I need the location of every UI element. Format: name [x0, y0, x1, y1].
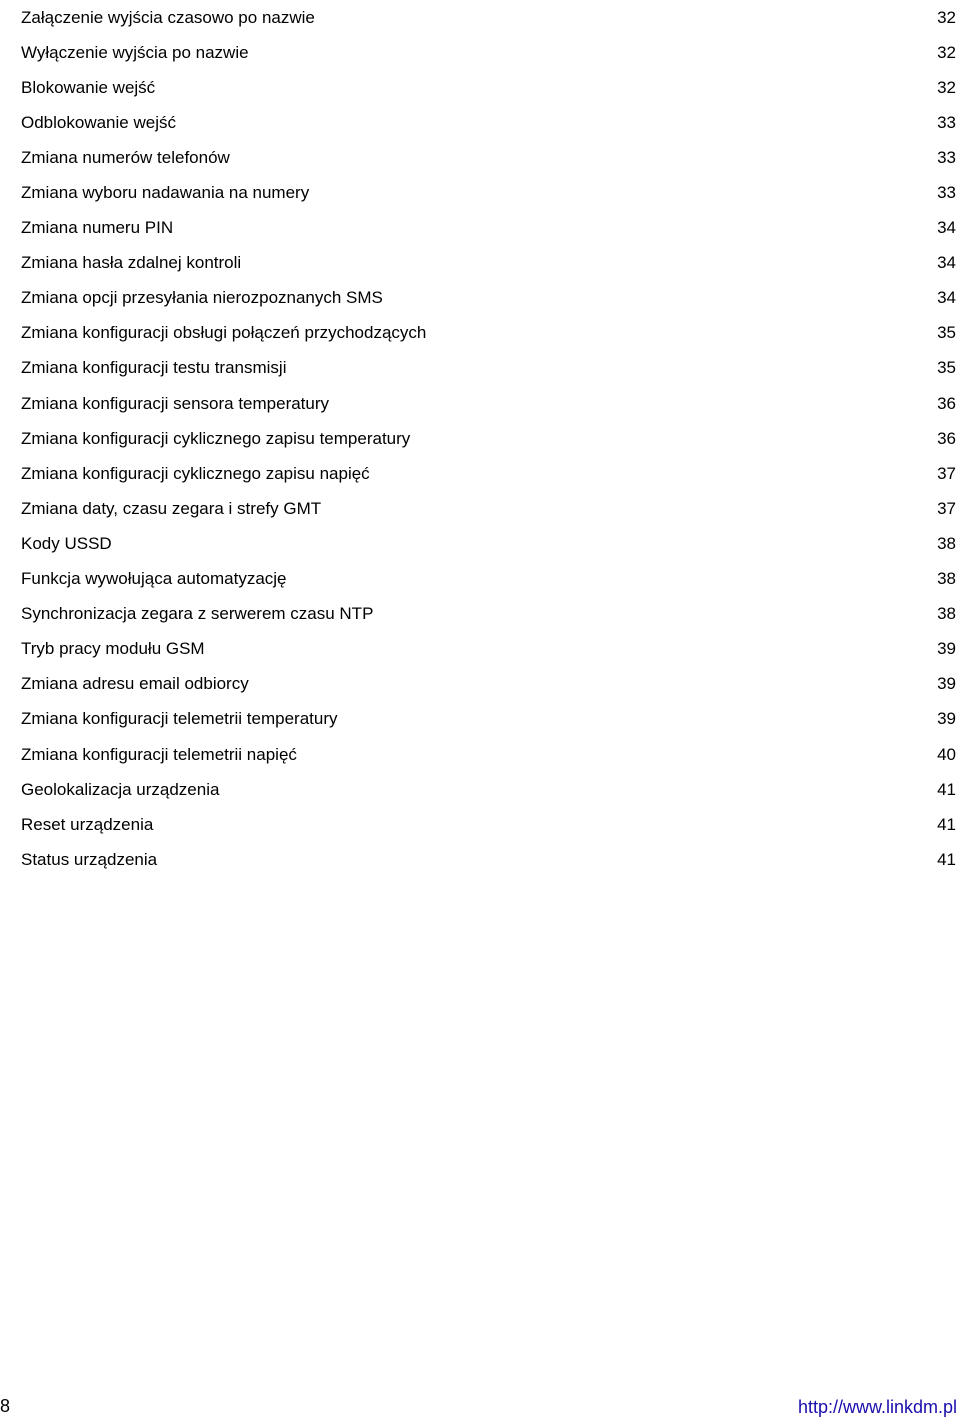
table-of-contents: [21, 0, 956, 877]
toc-entry-title: Zmiana adresu email odbiorcy: [21, 674, 249, 694]
toc-entry-page: 36: [937, 428, 956, 448]
toc-entry-title: Zmiana numerów telefonów: [21, 147, 230, 167]
toc-entry-title: Zmiana numeru PIN: [21, 218, 174, 238]
toc-entry-page: 34: [937, 253, 956, 273]
toc-entry[interactable]: [21, 35, 956, 70]
toc-entry-page: 39: [937, 674, 956, 694]
toc-entry-page: 41: [937, 814, 956, 834]
toc-entry-title: Zmiana konfiguracji cyklicznego zapisu temperatury: [21, 428, 411, 448]
toc-entry-title: Zmiana konfiguracji sensora temperatury: [21, 393, 330, 413]
toc-entry-title: Geolokalizacja urządzenia: [21, 779, 220, 799]
toc-entry[interactable]: [21, 667, 956, 702]
toc-entry[interactable]: [21, 421, 956, 456]
footer-website-link[interactable]: http://www.linkdm.pl: [797, 1397, 957, 1417]
toc-entry-title: Wyłączenie wyjścia po nazwie: [21, 42, 249, 62]
toc-entry[interactable]: [21, 351, 956, 386]
toc-entry-title: Odblokowanie wejść: [21, 112, 176, 132]
toc-entry-page: 36: [937, 393, 956, 413]
toc-entry[interactable]: [21, 0, 956, 35]
toc-entry[interactable]: [21, 491, 956, 526]
toc-entry-title: Zmiana opcji przesyłania nierozpoznanych SMS: [21, 288, 383, 308]
toc-entry-title: Zmiana wyboru nadawania na numery: [21, 183, 310, 203]
toc-entry-title: Reset urządzenia: [21, 814, 154, 834]
toc-entry[interactable]: [21, 211, 956, 246]
toc-entry-page: 37: [937, 498, 956, 518]
toc-entry-title: Zmiana konfiguracji telemetrii napięć: [21, 744, 297, 764]
toc-entry[interactable]: [21, 386, 956, 421]
footer-page-number: 8: [0, 1396, 11, 1416]
toc-entry[interactable]: [21, 105, 956, 140]
toc-entry[interactable]: [21, 70, 956, 105]
toc-entry[interactable]: [21, 526, 956, 561]
toc-entry-page: 33: [937, 183, 956, 203]
toc-entry-page: 35: [937, 323, 956, 343]
toc-entry-title: Załączenie wyjścia czasowo po nazwie: [21, 7, 315, 27]
toc-entry[interactable]: [21, 562, 956, 597]
toc-entry-page: 38: [937, 569, 956, 589]
toc-entry-page: 38: [937, 604, 956, 624]
toc-entry[interactable]: [21, 316, 956, 351]
toc-entry-title: Zmiana konfiguracji testu transmisji: [21, 358, 287, 378]
toc-entry-page: 32: [937, 7, 956, 27]
toc-entry[interactable]: [21, 807, 956, 842]
toc-entry-page: 35: [937, 358, 956, 378]
toc-entry-title: Zmiana daty, czasu zegara i strefy GMT: [21, 498, 322, 518]
toc-entry-title: Blokowanie wejść: [21, 77, 156, 97]
toc-entry-page: 34: [937, 218, 956, 238]
toc-entry-page: 34: [937, 288, 956, 308]
toc-entry-page: 38: [937, 533, 956, 553]
toc-entry[interactable]: [21, 842, 956, 877]
toc-entry-page: 41: [937, 779, 956, 799]
toc-entry-title: Funkcja wywołująca automatyzację: [21, 569, 287, 589]
toc-entry-title: Zmiana hasła zdalnej kontroli: [21, 253, 242, 273]
toc-entry-page: 41: [937, 849, 956, 869]
toc-entry-page: 32: [937, 42, 956, 62]
toc-entry-page: 33: [937, 147, 956, 167]
toc-entry-title: Tryb pracy modułu GSM: [21, 639, 205, 659]
toc-entry-title: Zmiana konfiguracji telemetrii temperatury: [21, 709, 338, 729]
toc-entry[interactable]: [21, 246, 956, 281]
toc-entry-title: Kody USSD: [21, 533, 112, 553]
toc-entry-page: 40: [937, 744, 956, 764]
toc-entry-title: Zmiana konfiguracji cyklicznego zapisu napięć: [21, 463, 370, 483]
toc-entry[interactable]: [21, 702, 956, 737]
toc-entry-title: Synchronizacja zegara z serwerem czasu NTP: [21, 604, 374, 624]
toc-entry[interactable]: [21, 456, 956, 491]
toc-entry[interactable]: [21, 281, 956, 316]
toc-entry-page: 32: [937, 77, 956, 97]
toc-entry-page: 39: [937, 639, 956, 659]
toc-entry[interactable]: [21, 737, 956, 772]
toc-entry-page: 39: [937, 709, 956, 729]
toc-entry[interactable]: [21, 772, 956, 807]
toc-entry-page: 33: [937, 112, 956, 132]
toc-entry-title: Zmiana konfiguracji obsługi połączeń przychodzących: [21, 323, 427, 343]
toc-entry-title: Status urządzenia: [21, 849, 158, 869]
toc-entry[interactable]: [21, 140, 956, 175]
toc-entry-page: 37: [937, 463, 956, 483]
toc-entry[interactable]: [21, 175, 956, 210]
toc-entry[interactable]: [21, 632, 956, 667]
toc-entry[interactable]: [21, 597, 956, 632]
